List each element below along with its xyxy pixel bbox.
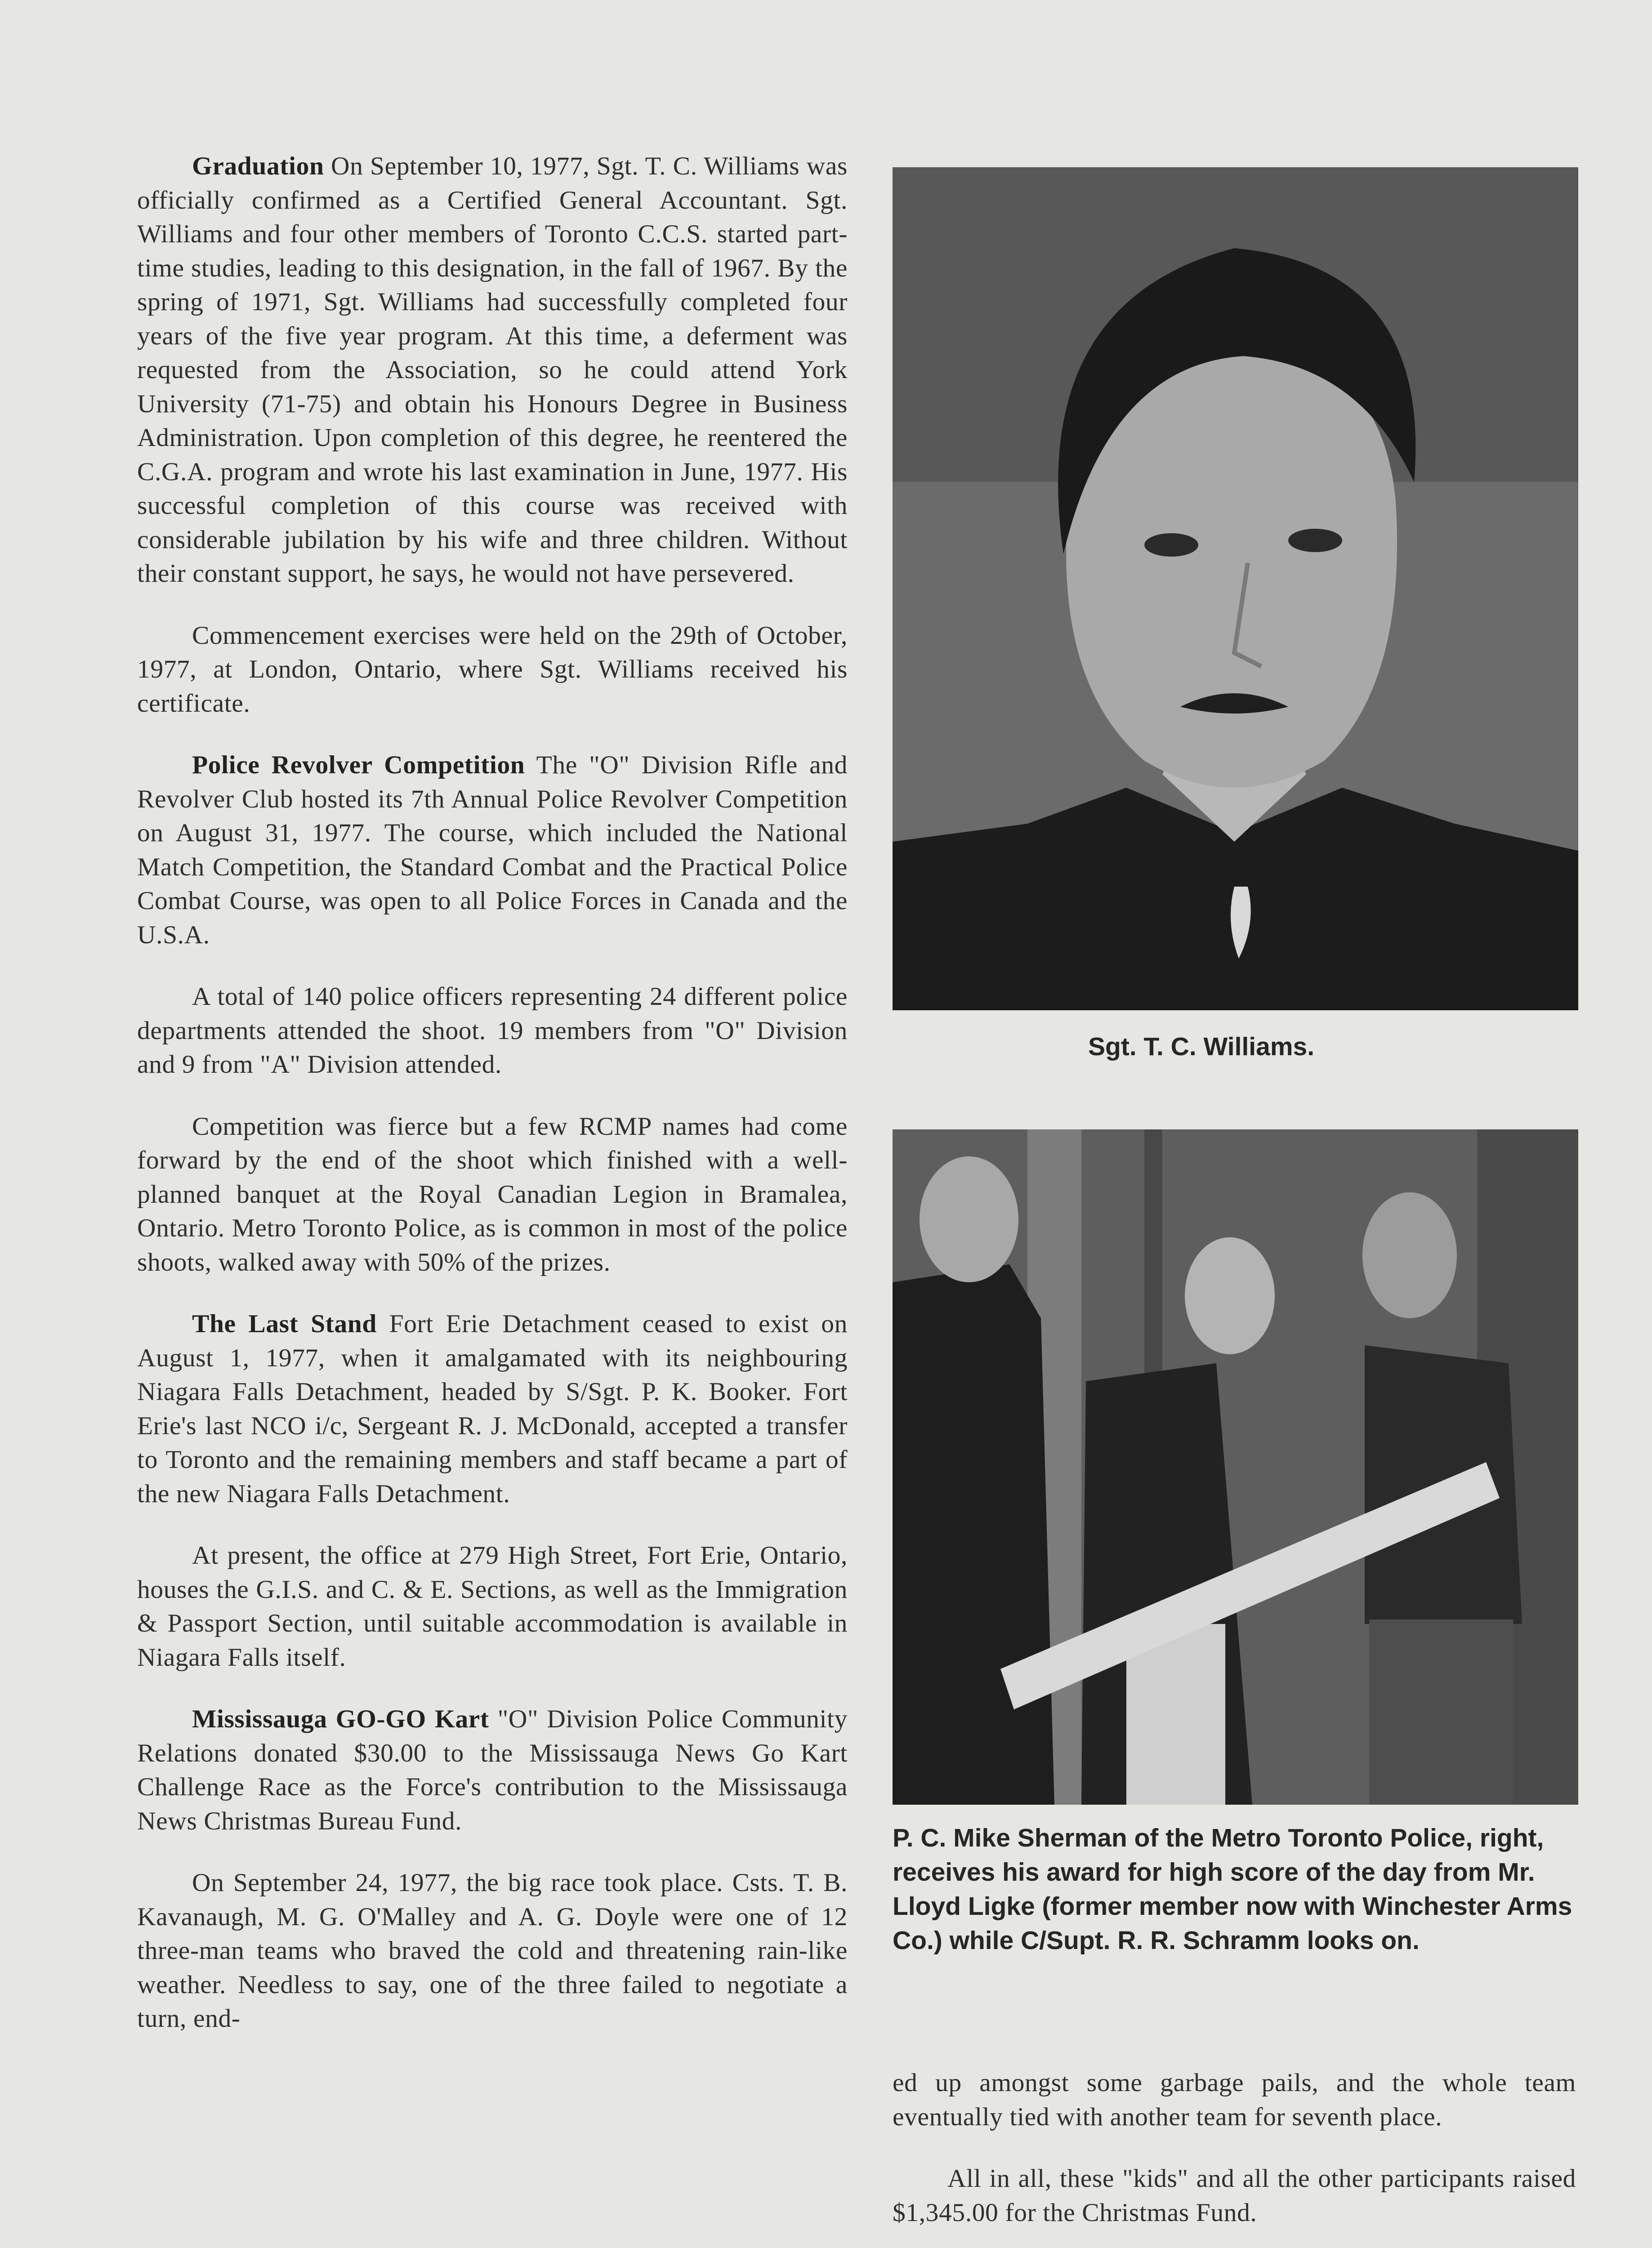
competition-result-paragraph: Competition was fierce but a few RCMP names had come forward by the end of the shoot which finished with a well-planned banquet at the Royal Canadian Legion in Bramalea, Ontario. Metro Toronto Police, as is common in most of the police shoots, walked away with 50% of the prizes. bbox=[137, 1112, 848, 1276]
last-stand-text: Fort Erie Detachment ceased to exist on August 1, 1977, when it amalgamated with its neighbouring Niagara Falls Detachment, headed by S/Sgt. P. K. Booker. Fort Erie's last NCO i/c, Sergeant R. J. McDonald, accepted a transfer to Toronto and the remaining members and staff became a part of the new Niagara Falls Detachment. bbox=[137, 1310, 848, 1508]
revolver-competition-text: The "O" Division Rifle and Revolver Club hosted its 7th Annual Police Revolver Competition on August 31, 1977. The course, which included the National Match Competition, the Standard Combat and the Practical Police Combat Course, was open to all Police Forces in Canada and the U.S.A. bbox=[137, 751, 848, 949]
go-kart-text: "O" Division Police Community Relations donated $30.00 to the Mississauga News Go Kart Challenge Race as the Force's contribution to the Mississauga News Christmas Bureau Fund. bbox=[137, 1705, 848, 1835]
attendance-paragraph: A total of 140 police officers representing 24 different police departments attended the shoot. 19 members from "O" Division and 9 from "A" Division attended. bbox=[137, 982, 848, 1079]
race-continued-paragraph: ed up amongst some garbage pails, and the whole team eventually tied with another team for seventh place. bbox=[893, 2069, 1576, 2131]
right-column bbox=[893, 2066, 1576, 2248]
graduation-paragraph bbox=[137, 149, 848, 591]
big-race-paragraph: On September 24, 1977, the big race took place. Csts. T. B. Kavanaugh, M. G. O'Malley and A. G. Doyle were one of 12 three-man teams who braved the cold and threatening rain-like weather. Needless to say, one of the three failed to negotiate a turn, end- bbox=[137, 1869, 848, 2033]
group-caption: P. C. Mike Sherman of the Metro Toronto Police, right, receives his award for high score of the day from Mr. Lloyd Ligke (former member now with Winchester Arms Co.) while C/Supt. R. R. Schramm looks on. bbox=[893, 1824, 1572, 1955]
go-kart-heading: Mississauga GO-GO Kart bbox=[192, 1705, 489, 1733]
christmas-fund-paragraph: All in all, these "kids" and all the other participants raised $1,345.00 for the Christmas Fund. bbox=[893, 2164, 1576, 2227]
group-photo bbox=[893, 1129, 1578, 1805]
last-stand-paragraph bbox=[137, 1307, 848, 1511]
fort-erie-office-paragraph: At present, the office at 279 High Street, Fort Erie, Ontario, houses the G.I.S. and C. & E. Sections, as well as the Immigration & Passport Section, until suitable accommodation is available in Niagara Falls itself. bbox=[137, 1541, 848, 1672]
last-stand-heading: The Last Stand bbox=[192, 1310, 377, 1338]
portrait-photo bbox=[893, 167, 1578, 1010]
graduation-text: On September 10, 1977, Sgt. T. C. Williams was officially confirmed as a Certified General Accountant. Sgt. Williams and four other members of Toronto C.C.S. started part-time studies, leading to this designation, in the fall of 1967. By the spring of 1971, Sgt. Williams had successfully completed four years of the five year program. At this time, a deferment was requested from the Association, so he could attend York University (71-75) and obtain his Honours Degree in Business Administration. Upon completion of this degree, he reentered the C.G.A. program and wrote his last examination in June, 1977. His successful completion of this course was received with considerable jubilation by his wife and three children. Without their constant support, he says, he would not have persevered. bbox=[137, 152, 848, 588]
revolver-competition-paragraph bbox=[137, 748, 848, 952]
graduation-heading: Graduation bbox=[192, 152, 324, 180]
commencement-paragraph: Commencement exercises were held on the 29th of October, 1977, at London, Ontario, where Sgt. Williams received his certificate. bbox=[137, 621, 848, 718]
portrait-caption: Sgt. T. C. Williams. bbox=[1088, 1032, 1315, 1061]
revolver-competition-heading: Police Revolver Competition bbox=[192, 751, 525, 779]
left-column bbox=[137, 149, 848, 2064]
go-kart-paragraph bbox=[137, 1702, 848, 1838]
